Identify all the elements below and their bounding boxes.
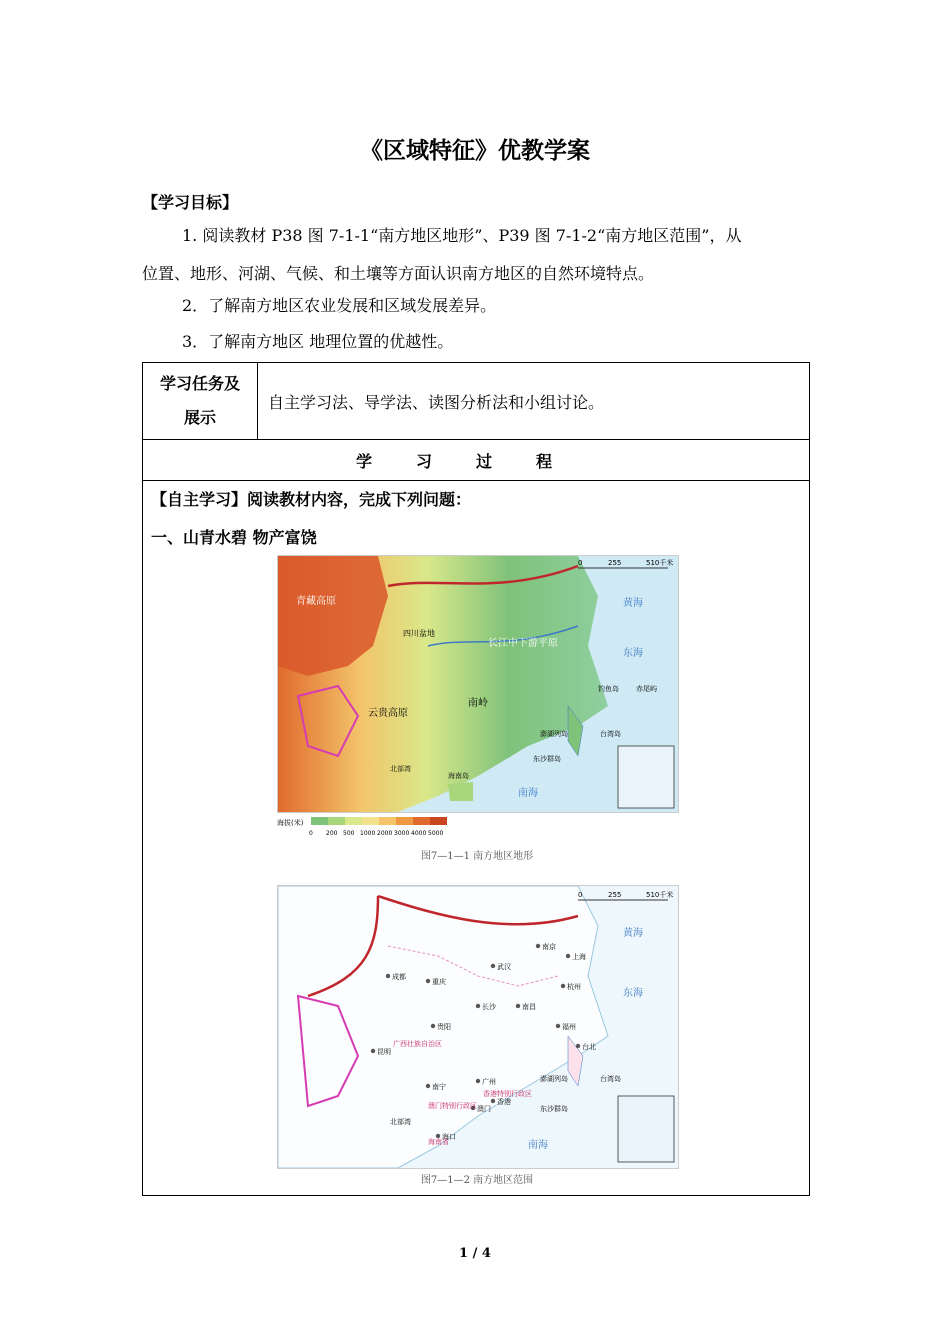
label-yellow-sea: 黄海 [623,598,643,609]
objective-3-text: 3．了解南方地区 地理位置的优越性。 [182,332,454,351]
city-label: 南昌 [522,1003,536,1011]
scale-end: 510千米 [646,559,674,567]
city-label: 上海 [572,953,586,961]
legend-value: 2000 [377,830,393,837]
map2-label-dongsha: 东沙群岛 [540,1105,568,1113]
legend-value: 3000 [394,830,410,837]
legend-swatch [430,817,447,825]
map2-scale-mid: 255 [608,891,622,899]
objective-1-line-2: 位置、地形、河湖、气候、和土壤等方面认识南方地区的自然环境特点。 [142,264,655,283]
label-beibu: 北部湾 [390,765,411,773]
objective-2-text: 2．了解南方地区农业发展和区域发展差异。 [182,296,497,315]
map2-label-east-sea: 东海 [623,988,643,999]
objective-3 [142,323,810,361]
city-label: 福州 [562,1023,576,1031]
page-number: 1 / 4 [459,1246,491,1261]
city-label: 成都 [392,973,406,981]
city-label: 武汉 [497,963,511,971]
elevation-legend [277,815,577,839]
map2-label-macau-sar: 澳门特别行政区 [428,1102,477,1110]
legend-swatch [311,817,328,825]
city-label: 长沙 [482,1003,496,1011]
process-header: 学习过程 [143,440,810,481]
inset-box [618,746,674,808]
city-label: 重庆 [432,978,446,986]
city-marker [426,1084,430,1088]
city-marker [371,1049,375,1053]
map2-label-beibu: 北部湾 [390,1118,411,1126]
section-title: 一、山青水碧 物产富饶 [151,528,317,547]
methods-cell [258,363,810,440]
city-marker [536,944,540,948]
legend-swatch [396,817,413,825]
legend-title: 海拔(米) [277,819,304,827]
city-marker [476,1079,480,1083]
city-label: 香港 [497,1098,511,1106]
label-hainan: 海南岛 [448,772,469,780]
label-chiwei: 赤尾屿 [636,685,657,693]
task-label: 学习任务及展示 [160,374,241,427]
legend-swatch [362,817,379,825]
city-marker [491,1099,495,1103]
city-label: 台北 [582,1043,596,1051]
map2-label-hainan-prov: 海南省 [428,1138,449,1146]
city-label: 南宁 [432,1083,446,1091]
scale-mid: 255 [608,559,622,567]
legend-value: 4000 [411,830,427,837]
map2-label-guangxi: 广西壮族自治区 [393,1040,442,1048]
map2-scale-end: 510千米 [646,891,674,899]
label-nanling: 南岭 [468,698,488,709]
city-label: 澳门 [477,1105,491,1113]
label-dongsha: 东沙群岛 [533,755,561,763]
legend-value: 0 [309,830,313,837]
legend-swatch [328,817,345,825]
label-penghu: 澎湖列岛 [540,730,568,738]
city-marker [476,1004,480,1008]
label-east-sea: 东海 [623,648,643,659]
legend-swatch [413,817,430,825]
map2-label-taiwan: 台湾岛 [600,1075,621,1083]
scale-zero: 0 [578,559,583,567]
city-marker [426,979,430,983]
city-marker [561,984,565,988]
map2-scale-zero: 0 [578,891,583,899]
city-marker [491,964,495,968]
map2-label-south-sea: 南海 [528,1140,548,1151]
objectives-heading: 【学习目标】 [142,193,239,212]
map2-caption: 图7—1—2 南方地区范围 [420,1175,534,1186]
content-cell [143,481,810,1196]
label-yangtze-plain: 长江中下游平原 [488,638,558,649]
label-basin: 四川盆地 [403,629,435,638]
city-label: 广州 [482,1078,496,1086]
map2-label-penghu: 澎湖列岛 [540,1075,568,1083]
city-marker [431,1024,435,1028]
city-label: 昆明 [377,1048,391,1056]
map2-inset-box [618,1096,674,1162]
objective-1 [142,217,810,293]
city-label: 海口 [442,1133,456,1141]
legend-value: 200 [326,830,338,837]
city-label: 贵阳 [437,1023,451,1031]
city-marker [566,954,570,958]
boundary-map [277,885,679,1169]
task-label-cell [143,363,258,440]
label-taiwan: 台湾岛 [600,730,621,738]
city-marker [386,974,390,978]
label-yungui: 云贵高原 [368,708,408,719]
legend-value: 5000 [428,830,444,837]
label-south-sea: 南海 [518,788,538,799]
objective-1-line-1: 1. 阅读教材 P38 图 7-1-1“南方地区地形”、P39 图 7-1-2“南方地区范围”，从 [182,226,742,245]
city-label: 南京 [542,943,556,951]
hainan-shape [448,782,473,801]
self-study-heading: 【自主学习】阅读教材内容，完成下列问题： [151,490,472,509]
document-title: 《区域特征》优教学案 [360,138,590,164]
legend-value: 500 [343,830,355,837]
terrain-map [277,555,679,813]
methods-text: 自主学习法、导学法、读图分析法和小组讨论。 [268,392,605,412]
map2-label-yellow-sea: 黄海 [623,928,643,939]
legend-swatch [379,817,396,825]
label-plateau: 青藏高原 [296,596,336,607]
city-marker [556,1024,560,1028]
map2-label-hk-sar: 香港特别行政区 [483,1090,532,1098]
legend-value: 1000 [360,830,376,837]
legend-swatch [345,817,362,825]
objective-2 [142,287,810,325]
city-marker [576,1044,580,1048]
map1-caption: 图7—1—1 南方地区地形 [420,851,534,862]
task-table [142,362,810,1196]
city-marker [516,1004,520,1008]
city-label: 杭州 [567,983,581,991]
label-diaoyu: 钓鱼岛 [598,685,619,693]
